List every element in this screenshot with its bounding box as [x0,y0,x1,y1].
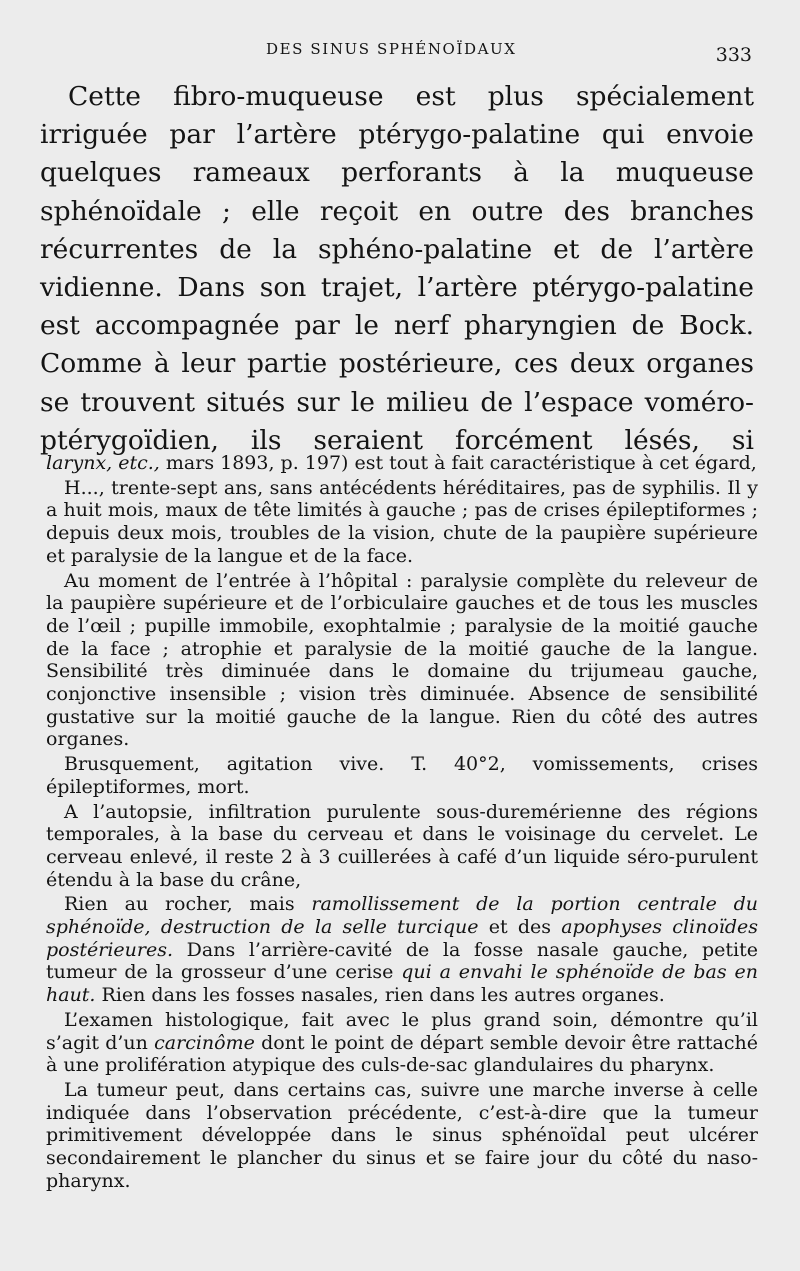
footnote-paragraph [46,452,758,475]
footnote-text: Rien au rocher, mais [64,893,312,916]
main-text [40,78,754,460]
footnote-italic: ramollissement de la portion centrale du sphénoïde, destruction de la selle turcique [46,893,758,939]
footnote-italic: larynx, etc., [46,452,160,474]
footnote-paragraph [46,893,758,1007]
footnote-italic: qui a envahi le sphénoïde de bas en haut. [46,961,758,1007]
footnote-paragraph: La tumeur peut, dans certains cas, suivre une marche inverse à celle indiquée dans l’observation précédente, c’est-à-dire que la tumeur primitivement développée dans le sinus sphénoïdal peut ulcérer secondairement le plancher du sinus et se faire jour du côté du naso-pharynx. [46,1078,758,1192]
main-paragraph: Cette fibro-muqueuse est plus spécialement irriguée par l’artère ptérygo-palatine qui envoie quelques rameaux perforants à la muqueuse sphénoïdale ; elle reçoit en outre des branches récurrentes de la sphéno-palatine et de l’artère vidienne. Dans son trajet, l’artère ptérygo-palatine est accompagnée par le nerf pharyngien de Bock. Comme à leur partie postérieure, ces deux organes se trouvent situés sur le milieu de l’espace voméro-ptérygoïdien, ils seraient forcément lésés, si [40,81,754,456]
footnote-text: dont le point de départ semble devoir être rattaché à une prolifération atypique des culs-de-sac glandulaires du pharynx. [46,1031,758,1077]
footnote [46,452,758,1195]
footnote-italic: carcinôme [154,1031,255,1054]
footnote-text: mars 1893, p. 197) est tout à fait caractéristique à cet égard, [159,452,757,474]
page-number: 333 [715,44,752,66]
footnote-text: L’examen histologique, fait avec le plus grand soin, démontre qu’il s’agit d’un [46,1008,758,1054]
footnote-paragraph: Au moment de l’entrée à l’hôpital : paralysie complète du releveur de la paupière supérieure et de l’orbiculaire gauches et de tous les muscles de l’œil ; pupille immobile, exophtalmie ; paralysie de la moitié gauche de la face ; atrophie et paralysie de la moitié gauche de la langue. Sensibilité très diminuée dans le domaine du trijumeau gauche, conjonctive insensible ; vision très diminuée. Absence de sensibilité gustative sur la moitié gauche de la langue. Rien du côté des autres organes. [46,569,758,751]
footnote-text: Dans l’arrière-cavité de la fosse nasale gauche, petite tumeur de la grosseur d’une cerise [46,938,758,984]
page-header [0,38,800,68]
footnote-text: Rien dans les fosses nasales, rien dans les autres organes. [95,984,665,1007]
footnote-paragraph: Brusquement, agitation vive. T. 40°2, vomissements, crises épileptiformes, mort. [46,753,758,798]
footnote-paragraph [46,1009,758,1077]
footnote-italic: apophyses clinoïdes postérieures. [46,916,758,961]
footnote-paragraph: H..., trente-sept ans, sans antécédents héréditaires, pas de syphilis. Il y a huit mois, maux de tête limités à gauche ; pas de crises épileptiformes ; depuis deux mois, troubles de la vision, chute de la paupière supérieure et paralysie de la langue et de la face. [46,476,758,567]
running-title: DES SINUS SPHÉNOÏDAUX [266,40,517,58]
footnote-paragraph: A l’autopsie, infiltration purulente sous-duremérienne des régions temporales, à la base du cerveau et dans le voisinage du cervelet. Le cerveau enlevé, il reste 2 à 3 cuillerées à café d’un liquide séro-purulent étendu à la base du crâne, [46,800,758,891]
footnote-text: et des [478,916,562,939]
